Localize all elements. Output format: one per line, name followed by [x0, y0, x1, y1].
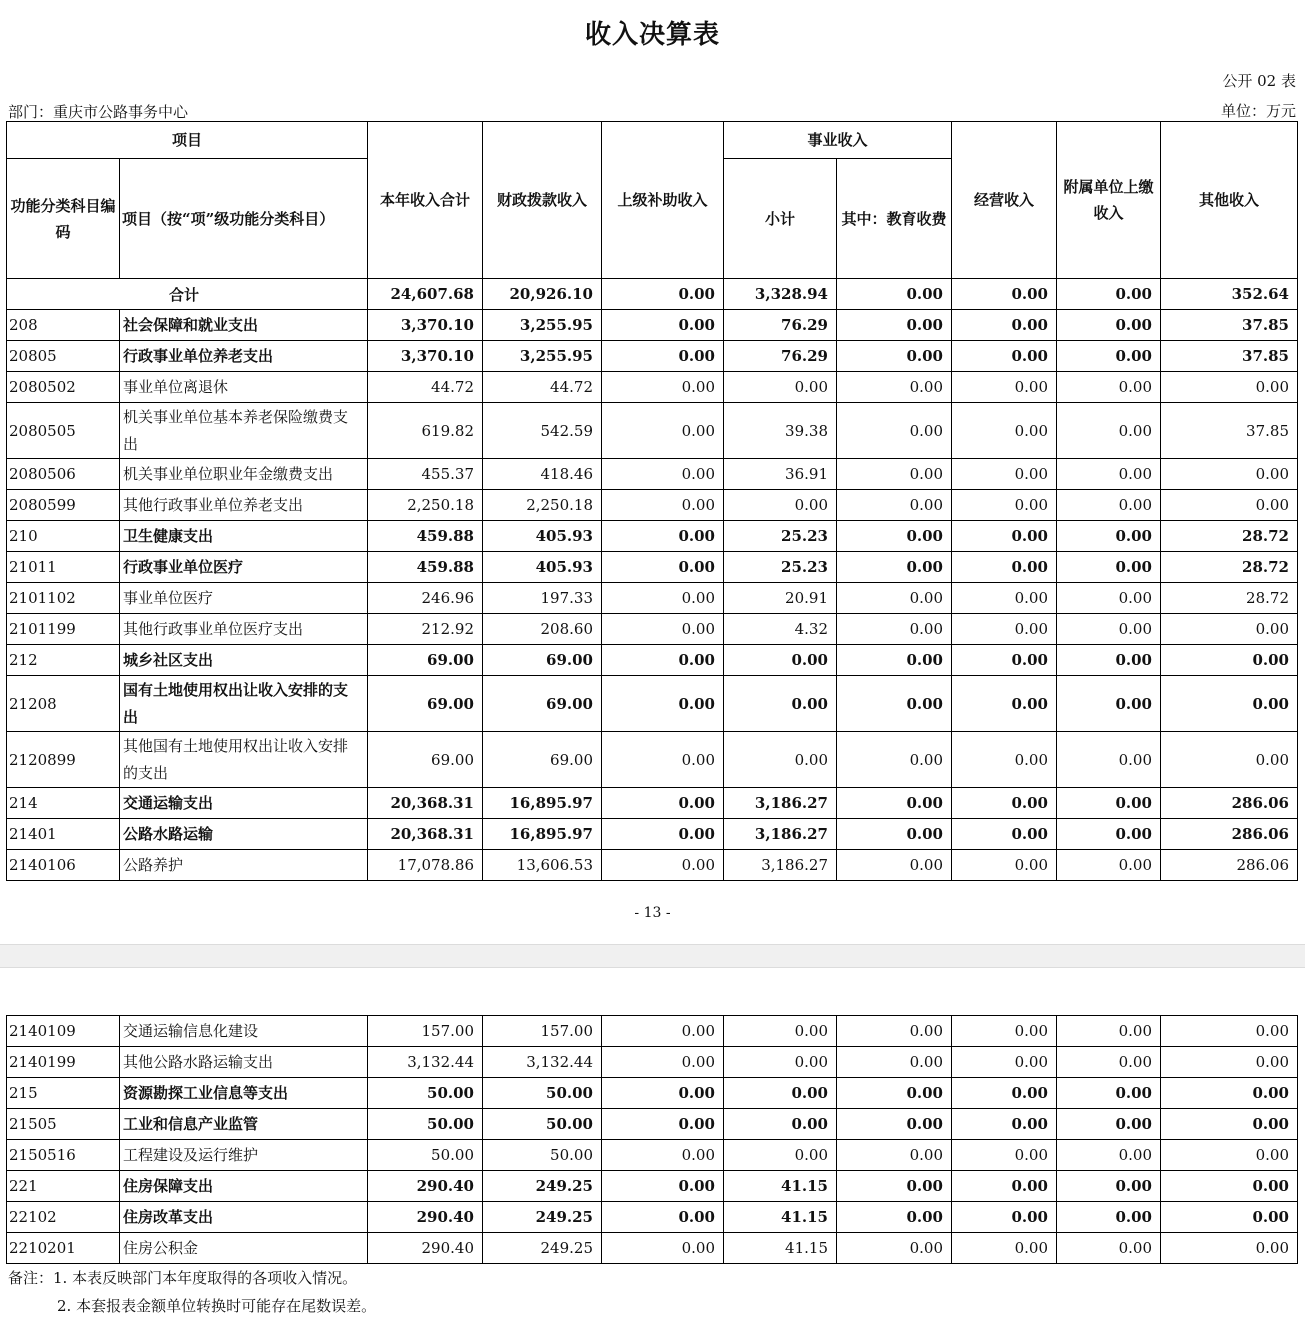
value-cell: 0.00: [837, 732, 952, 788]
value-cell: 0.00: [1057, 732, 1161, 788]
value-cell: 459.88: [368, 521, 483, 552]
value-cell: 0.00: [952, 1233, 1057, 1264]
value-cell: 0.00: [1057, 1140, 1161, 1171]
value-cell: 0.00: [837, 645, 952, 676]
table-row: [7, 1140, 1298, 1171]
func-code-cell: 22102: [7, 1202, 120, 1233]
total-label: 合计: [7, 279, 368, 310]
value-cell: 290.40: [368, 1171, 483, 1202]
value-cell: 0.00: [724, 1140, 837, 1171]
item-name-cell: 行政事业单位养老支出: [120, 341, 368, 372]
item-name-cell: 其他行政事业单位医疗支出: [120, 614, 368, 645]
value-cell: 0.00: [602, 819, 724, 850]
value-cell: 0.00: [724, 645, 837, 676]
value-cell: 0.00: [1057, 521, 1161, 552]
value-cell: 0.00: [602, 341, 724, 372]
value-cell: 0.00: [602, 850, 724, 881]
value-cell: 69.00: [368, 732, 483, 788]
value-cell: 0.00: [1161, 372, 1298, 403]
value-cell: 44.72: [483, 372, 602, 403]
value-cell: 0.00: [1161, 1140, 1298, 1171]
value-cell: 0.00: [837, 1171, 952, 1202]
value-cell: 0.00: [952, 1078, 1057, 1109]
value-cell: 3,132.44: [368, 1047, 483, 1078]
value-cell: 0.00: [1057, 1171, 1161, 1202]
header-education: 其中：教育收费: [837, 159, 952, 279]
func-code-cell: 2120899: [7, 732, 120, 788]
func-code-cell: 208: [7, 310, 120, 341]
value-cell: 69.00: [483, 676, 602, 732]
item-name-cell: 公路养护: [120, 850, 368, 881]
value-cell: 0.00: [1161, 1016, 1298, 1047]
table-row: [7, 583, 1298, 614]
value-cell: 246.96: [368, 583, 483, 614]
func-code-cell: 2080506: [7, 459, 120, 490]
value-cell: 0.00: [602, 1109, 724, 1140]
value-cell: 0.00: [602, 490, 724, 521]
value-cell: 0.00: [1057, 1202, 1161, 1233]
item-name-cell: 事业单位离退休: [120, 372, 368, 403]
value-cell: 16,895.97: [483, 788, 602, 819]
table-row: [7, 1109, 1298, 1140]
item-name-cell: 住房改革支出: [120, 1202, 368, 1233]
value-cell: 0.00: [602, 732, 724, 788]
value-cell: 0.00: [837, 341, 952, 372]
value-cell: 28.72: [1161, 521, 1298, 552]
value-cell: 0.00: [1057, 372, 1161, 403]
department-label: 部门：重庆市公路事务中心: [8, 103, 189, 121]
table-row: [7, 614, 1298, 645]
value-cell: 0.00: [724, 1016, 837, 1047]
value-cell: 50.00: [368, 1078, 483, 1109]
value-cell: 0.00: [1057, 788, 1161, 819]
value-cell: 50.00: [483, 1109, 602, 1140]
value-cell: 76.29: [724, 341, 837, 372]
value-cell: 542.59: [483, 403, 602, 459]
table-row: [7, 403, 1298, 459]
value-cell: 0.00: [837, 1016, 952, 1047]
value-cell: 4.32: [724, 614, 837, 645]
func-code-cell: 2140109: [7, 1016, 120, 1047]
func-code-cell: 2080599: [7, 490, 120, 521]
value-cell: 0.00: [724, 676, 837, 732]
value-cell: 0.00: [837, 1109, 952, 1140]
value-cell: 3,328.94: [724, 279, 837, 310]
value-cell: 0.00: [837, 788, 952, 819]
value-cell: 249.25: [483, 1202, 602, 1233]
func-code-cell: 2101102: [7, 583, 120, 614]
header-func-code: 功能分类科目编码: [7, 159, 120, 279]
value-cell: 41.15: [724, 1233, 837, 1264]
value-cell: 0.00: [837, 459, 952, 490]
func-code-cell: 210: [7, 521, 120, 552]
item-name-cell: 行政事业单位医疗: [120, 552, 368, 583]
value-cell: 286.06: [1161, 850, 1298, 881]
item-name-cell: 工业和信息产业监管: [120, 1109, 368, 1140]
value-cell: 0.00: [1057, 1109, 1161, 1140]
table-row: [7, 372, 1298, 403]
value-cell: 2,250.18: [368, 490, 483, 521]
func-code-cell: 2080505: [7, 403, 120, 459]
value-cell: 0.00: [1057, 583, 1161, 614]
value-cell: 0.00: [1161, 645, 1298, 676]
value-cell: 0.00: [1161, 1233, 1298, 1264]
value-cell: 418.46: [483, 459, 602, 490]
value-cell: 16,895.97: [483, 819, 602, 850]
value-cell: 41.15: [724, 1171, 837, 1202]
value-cell: 0.00: [602, 521, 724, 552]
table-row: [7, 341, 1298, 372]
table-row: [7, 552, 1298, 583]
func-code-cell: 21505: [7, 1109, 120, 1140]
table-row: [7, 676, 1298, 732]
func-code-cell: 2080502: [7, 372, 120, 403]
value-cell: 0.00: [837, 310, 952, 341]
value-cell: 0.00: [952, 459, 1057, 490]
value-cell: 0.00: [602, 1171, 724, 1202]
value-cell: 0.00: [952, 521, 1057, 552]
item-name-cell: 其他国有土地使用权出让收入安排的支出: [120, 732, 368, 788]
item-name-cell: 住房保障支出: [120, 1171, 368, 1202]
value-cell: 0.00: [1161, 1078, 1298, 1109]
value-cell: 0.00: [724, 1078, 837, 1109]
value-cell: 69.00: [368, 676, 483, 732]
value-cell: 0.00: [1057, 310, 1161, 341]
item-name-cell: 其他公路水路运输支出: [120, 1047, 368, 1078]
func-code-cell: 21208: [7, 676, 120, 732]
value-cell: 0.00: [602, 614, 724, 645]
value-cell: 0.00: [837, 490, 952, 521]
value-cell: 76.29: [724, 310, 837, 341]
value-cell: 0.00: [724, 1047, 837, 1078]
func-code-cell: 221: [7, 1171, 120, 1202]
value-cell: 0.00: [602, 676, 724, 732]
table-row: [7, 1047, 1298, 1078]
value-cell: 0.00: [1161, 676, 1298, 732]
value-cell: 0.00: [837, 521, 952, 552]
item-name-cell: 其他行政事业单位养老支出: [120, 490, 368, 521]
value-cell: 0.00: [1161, 1109, 1298, 1140]
table-row: [7, 850, 1298, 881]
value-cell: 3,186.27: [724, 819, 837, 850]
value-cell: 0.00: [837, 676, 952, 732]
value-cell: 0.00: [837, 552, 952, 583]
value-cell: 0.00: [1057, 490, 1161, 521]
item-name-cell: 资源勘探工业信息等支出: [120, 1078, 368, 1109]
value-cell: 290.40: [368, 1202, 483, 1233]
item-name-cell: 交通运输信息化建设: [120, 1016, 368, 1047]
table-row: [7, 645, 1298, 676]
value-cell: 24,607.68: [368, 279, 483, 310]
table-row: [7, 819, 1298, 850]
value-cell: 0.00: [602, 1233, 724, 1264]
value-cell: 0.00: [602, 583, 724, 614]
value-cell: 0.00: [1161, 459, 1298, 490]
value-cell: 0.00: [837, 1078, 952, 1109]
value-cell: 352.64: [1161, 279, 1298, 310]
item-name-cell: 国有土地使用权出让收入安排的支出: [120, 676, 368, 732]
value-cell: 17,078.86: [368, 850, 483, 881]
value-cell: 0.00: [837, 403, 952, 459]
header-subtotal: 小计: [724, 159, 837, 279]
value-cell: 0.00: [952, 645, 1057, 676]
value-cell: 0.00: [1161, 732, 1298, 788]
form-number: 公开 02 表: [1222, 72, 1296, 90]
value-cell: 3,370.10: [368, 341, 483, 372]
value-cell: 20,926.10: [483, 279, 602, 310]
value-cell: 0.00: [837, 614, 952, 645]
value-cell: 0.00: [1161, 490, 1298, 521]
value-cell: 459.88: [368, 552, 483, 583]
value-cell: 0.00: [1057, 614, 1161, 645]
table-row: [7, 459, 1298, 490]
value-cell: 0.00: [1161, 1171, 1298, 1202]
value-cell: 3,255.95: [483, 341, 602, 372]
value-cell: 0.00: [1057, 341, 1161, 372]
value-cell: 20.91: [724, 583, 837, 614]
value-cell: 0.00: [952, 279, 1057, 310]
value-cell: 50.00: [483, 1140, 602, 1171]
value-cell: 0.00: [837, 1047, 952, 1078]
note-2: 2. 本套报表金额单位转换时可能存在尾数误差。: [57, 1297, 377, 1315]
value-cell: 0.00: [1057, 1016, 1161, 1047]
value-cell: 0.00: [602, 788, 724, 819]
func-code-cell: 215: [7, 1078, 120, 1109]
header-fiscal: 财政拨款收入: [483, 122, 602, 279]
value-cell: 0.00: [1161, 1047, 1298, 1078]
value-cell: 50.00: [368, 1109, 483, 1140]
value-cell: 0.00: [952, 676, 1057, 732]
value-cell: 20,368.31: [368, 819, 483, 850]
value-cell: 0.00: [1057, 676, 1161, 732]
value-cell: 25.23: [724, 552, 837, 583]
value-cell: 405.93: [483, 521, 602, 552]
value-cell: 0.00: [952, 614, 1057, 645]
value-cell: 0.00: [952, 1016, 1057, 1047]
note-1: 备注：1. 本表反映部门本年度取得的各项收入情况。: [8, 1269, 358, 1287]
value-cell: 0.00: [1057, 1078, 1161, 1109]
income-table-page-1: [6, 121, 1298, 881]
table-row: [7, 521, 1298, 552]
func-code-cell: 2140106: [7, 850, 120, 881]
item-name-cell: 交通运输支出: [120, 788, 368, 819]
table-row: [7, 310, 1298, 341]
value-cell: 0.00: [952, 583, 1057, 614]
value-cell: 3,186.27: [724, 788, 837, 819]
item-name-cell: 公路水路运输: [120, 819, 368, 850]
value-cell: 20,368.31: [368, 788, 483, 819]
table-row: [7, 1016, 1298, 1047]
table-row: [7, 788, 1298, 819]
value-cell: 0.00: [952, 819, 1057, 850]
page-break: [0, 944, 1305, 968]
value-cell: 455.37: [368, 459, 483, 490]
value-cell: 0.00: [837, 1140, 952, 1171]
value-cell: 0.00: [837, 850, 952, 881]
value-cell: 0.00: [837, 1233, 952, 1264]
table-row: [7, 1171, 1298, 1202]
func-code-cell: 2101199: [7, 614, 120, 645]
value-cell: 249.25: [483, 1233, 602, 1264]
value-cell: 0.00: [1057, 819, 1161, 850]
value-cell: 25.23: [724, 521, 837, 552]
value-cell: 208.60: [483, 614, 602, 645]
value-cell: 2,250.18: [483, 490, 602, 521]
item-name-cell: 机关事业单位基本养老保险缴费支出: [120, 403, 368, 459]
income-table-page-2: [6, 1015, 1298, 1264]
item-name-cell: 卫生健康支出: [120, 521, 368, 552]
value-cell: 212.92: [368, 614, 483, 645]
value-cell: 0.00: [837, 372, 952, 403]
value-cell: 41.15: [724, 1202, 837, 1233]
table-row: [7, 1202, 1298, 1233]
value-cell: 0.00: [952, 788, 1057, 819]
value-cell: 0.00: [952, 1140, 1057, 1171]
func-code-cell: 2140199: [7, 1047, 120, 1078]
value-cell: 0.00: [952, 341, 1057, 372]
value-cell: 0.00: [602, 1047, 724, 1078]
func-code-cell: 214: [7, 788, 120, 819]
item-name-cell: 机关事业单位职业年金缴费支出: [120, 459, 368, 490]
value-cell: 0.00: [1057, 552, 1161, 583]
value-cell: 0.00: [602, 1016, 724, 1047]
total-row: [7, 279, 1298, 310]
value-cell: 0.00: [602, 279, 724, 310]
value-cell: 0.00: [837, 819, 952, 850]
value-cell: 0.00: [837, 279, 952, 310]
item-name-cell: 事业单位医疗: [120, 583, 368, 614]
value-cell: 0.00: [1057, 403, 1161, 459]
value-cell: 50.00: [368, 1140, 483, 1171]
header-total: 本年收入合计: [368, 122, 483, 279]
func-code-cell: 2150516: [7, 1140, 120, 1171]
func-code-cell: 2210201: [7, 1233, 120, 1264]
func-code-cell: 212: [7, 645, 120, 676]
value-cell: 3,132.44: [483, 1047, 602, 1078]
value-cell: 0.00: [1057, 850, 1161, 881]
value-cell: 69.00: [483, 645, 602, 676]
value-cell: 0.00: [724, 732, 837, 788]
func-code-cell: 20805: [7, 341, 120, 372]
header-business: 事业收入: [724, 122, 952, 159]
value-cell: 0.00: [724, 372, 837, 403]
value-cell: 0.00: [1161, 1202, 1298, 1233]
func-code-cell: 21011: [7, 552, 120, 583]
table-row: [7, 1078, 1298, 1109]
value-cell: 249.25: [483, 1171, 602, 1202]
item-name-cell: 社会保障和就业支出: [120, 310, 368, 341]
value-cell: 69.00: [368, 645, 483, 676]
unit-label: 单位：万元: [1220, 102, 1296, 120]
value-cell: 0.00: [952, 310, 1057, 341]
value-cell: 28.72: [1161, 552, 1298, 583]
value-cell: 0.00: [602, 1140, 724, 1171]
value-cell: 3,186.27: [724, 850, 837, 881]
value-cell: 286.06: [1161, 788, 1298, 819]
value-cell: 0.00: [837, 583, 952, 614]
value-cell: 50.00: [483, 1078, 602, 1109]
value-cell: 0.00: [602, 310, 724, 341]
value-cell: 290.40: [368, 1233, 483, 1264]
table-row: [7, 490, 1298, 521]
value-cell: 0.00: [1057, 459, 1161, 490]
value-cell: 13,606.53: [483, 850, 602, 881]
table-row: [7, 732, 1298, 788]
value-cell: 44.72: [368, 372, 483, 403]
value-cell: 0.00: [724, 1109, 837, 1140]
value-cell: 0.00: [952, 1202, 1057, 1233]
value-cell: 0.00: [1161, 614, 1298, 645]
header-other: 其他收入: [1161, 122, 1298, 279]
value-cell: 0.00: [952, 372, 1057, 403]
header-project: 项目: [7, 122, 368, 159]
value-cell: 0.00: [602, 552, 724, 583]
value-cell: 0.00: [952, 490, 1057, 521]
value-cell: 37.85: [1161, 403, 1298, 459]
value-cell: 0.00: [952, 732, 1057, 788]
header-operating: 经营收入: [952, 122, 1057, 279]
value-cell: 405.93: [483, 552, 602, 583]
value-cell: 0.00: [952, 1109, 1057, 1140]
value-cell: 0.00: [724, 490, 837, 521]
value-cell: 0.00: [602, 645, 724, 676]
header-item-name: 项目（按“项”级功能分类科目）: [120, 159, 368, 279]
value-cell: 0.00: [952, 403, 1057, 459]
value-cell: 39.38: [724, 403, 837, 459]
value-cell: 0.00: [1057, 1047, 1161, 1078]
value-cell: 0.00: [952, 1047, 1057, 1078]
func-code-cell: 21401: [7, 819, 120, 850]
value-cell: 28.72: [1161, 583, 1298, 614]
value-cell: 37.85: [1161, 341, 1298, 372]
value-cell: 0.00: [1057, 1233, 1161, 1264]
value-cell: 0.00: [602, 372, 724, 403]
value-cell: 0.00: [1057, 279, 1161, 310]
value-cell: 0.00: [1057, 645, 1161, 676]
value-cell: 37.85: [1161, 310, 1298, 341]
value-cell: 0.00: [602, 1078, 724, 1109]
value-cell: 0.00: [602, 459, 724, 490]
value-cell: 0.00: [952, 850, 1057, 881]
value-cell: 69.00: [483, 732, 602, 788]
value-cell: 3,370.10: [368, 310, 483, 341]
value-cell: 619.82: [368, 403, 483, 459]
item-name-cell: 工程建设及运行维护: [120, 1140, 368, 1171]
value-cell: 3,255.95: [483, 310, 602, 341]
value-cell: 0.00: [837, 1202, 952, 1233]
value-cell: 286.06: [1161, 819, 1298, 850]
page-number: - 13 -: [634, 905, 671, 921]
table-row: [7, 1233, 1298, 1264]
value-cell: 0.00: [952, 1171, 1057, 1202]
value-cell: 36.91: [724, 459, 837, 490]
value-cell: 197.33: [483, 583, 602, 614]
header-affiliated: 附属单位上缴收入: [1057, 122, 1161, 279]
value-cell: 0.00: [952, 552, 1057, 583]
value-cell: 0.00: [602, 1202, 724, 1233]
value-cell: 157.00: [368, 1016, 483, 1047]
value-cell: 0.00: [602, 403, 724, 459]
item-name-cell: 城乡社区支出: [120, 645, 368, 676]
value-cell: 157.00: [483, 1016, 602, 1047]
header-superior: 上级补助收入: [602, 122, 724, 279]
table-title: 收入决算表: [584, 20, 720, 50]
item-name-cell: 住房公积金: [120, 1233, 368, 1264]
